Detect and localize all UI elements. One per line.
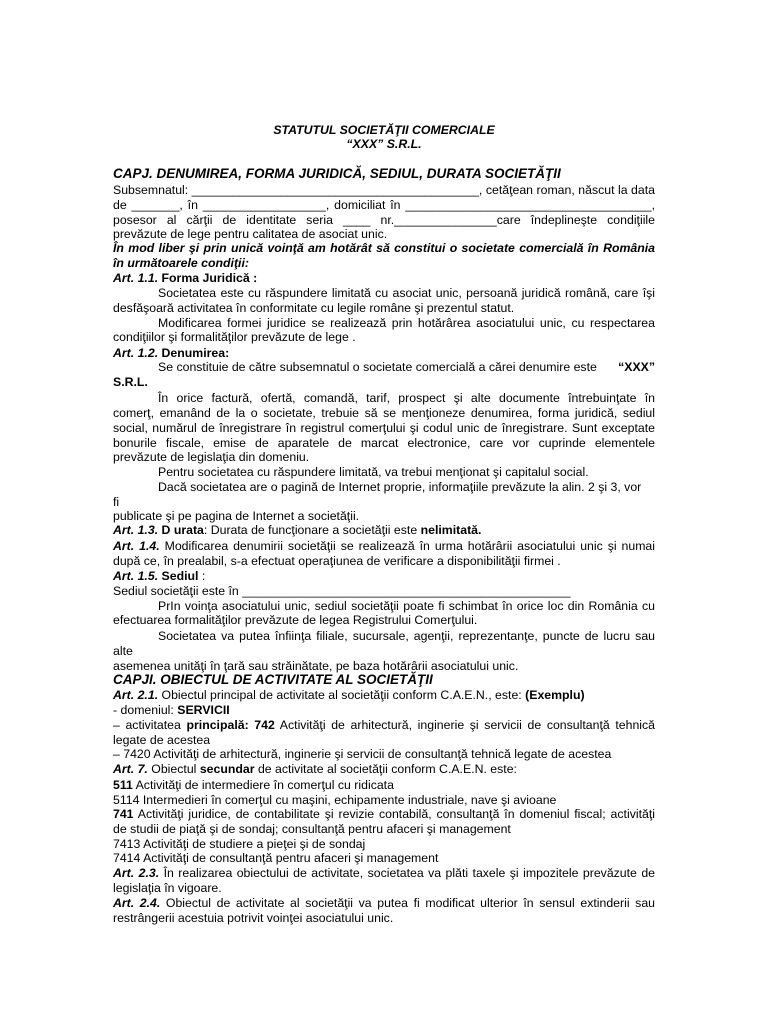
denomination-text: Se constituie de către subsemnatul o societate comercială a cărei denumire este [158, 360, 597, 374]
paragraph-line: prevăzute de legislaţia din domeniu. [113, 450, 310, 464]
intent-statement: în următoarele condiţii: [113, 256, 249, 270]
article-text: de activitate al societăţii conform C.A.E.N. este: [257, 762, 517, 776]
paragraph-line: legislaţia în vigoare. [113, 881, 222, 895]
paragraph-line: social, numărul de înregistrare în registrul comerţului şi codul unic de înregistrare. Sunt exceptate [113, 421, 655, 435]
article-number: Art. 1.3. [113, 523, 159, 537]
article-number: Art. 1.4. [113, 539, 160, 553]
domain-value: SERVICII [177, 703, 230, 717]
paragraph-line: Pentru societatea cu răspundere limitată, va trebui menţionat şi capitalul social. [158, 465, 589, 479]
paragraph-line: comerţ, emanând de la o societate, trebuie să se menţioneze denumirea, forma juridică, sediul [113, 406, 655, 420]
paragraph-line: publicate şi pe pagina de Internet a societăţii. [113, 509, 360, 523]
article-1-3-line [113, 523, 655, 538]
paragraph-line: PrIn voinţa asociatului unic, sediul societăţii poate fi schimbat în orice loc din România cu [158, 599, 655, 613]
activity-text: Activităţi juridice, de contabilitate şi revizie contabilă, consultanţă în domeniul fiscal; activităţi [137, 807, 655, 821]
paragraph-line: prevăzute de lege pentru calitatea de asociat unic. [113, 227, 388, 241]
article-1-2-heading [113, 346, 655, 361]
paragraph-line: Subsemnatul: __________________________________________, cetăţean roman, născut la data [113, 183, 655, 197]
paragraph-line: Dacă societatea are o pagină de Internet proprie, informaţiile prevăzute la alin. 2 şi 3, vor [158, 480, 642, 494]
article-title: D urata [161, 523, 204, 537]
paragraph-line: asemenea unităţi în ţară sau străinătate, pe baza hotărârii asociatului unic. [113, 659, 519, 673]
paragraph-line: fi [113, 495, 120, 509]
activity-7420-line: – 7420 Activităţi de arhitectură, inginerie şi servicii de consultanţă tehnică legate de acestea [113, 747, 612, 761]
article-number: Art. 1.2. [113, 346, 159, 360]
secondary-label: secundar [199, 762, 255, 776]
paragraph-line: după ce, în prealabil, s-a efectuat operaţiunea de verificare a disponibilităţii firmei . [113, 554, 561, 568]
company-form: S.R.L. [113, 375, 148, 389]
paragraph-line: Modificarea formei juridice se realizează prin hotărârea asociatului unic, cu respectarea [158, 316, 655, 330]
colon: : [198, 569, 206, 583]
document-title: STATUTUL SOCIETĂŢII COMERCIALE [273, 123, 495, 137]
activity-7414-line: 7414 Activităţi de consultanţă pentru afaceri şi management [113, 851, 439, 865]
article-2-4-line [113, 896, 655, 911]
domain-label: - domeniul: [113, 703, 174, 717]
domain-line [113, 703, 655, 718]
paragraph-line: bonurile fiscale, emise de aparatele de marcat electronice, care vor cuprinde elementele [113, 436, 655, 450]
article-text: În realizarea obiectului de activitate, societatea va plăti taxele şi impozitele prevăzute de [163, 866, 656, 880]
article-title: Denumirea: [161, 346, 230, 360]
article-1-1-heading [113, 271, 655, 286]
article-text: Obiectul de activitate al societăţii va putea fi modificat ulterior în sensul extinderii sau [165, 896, 655, 910]
activity-prefix: – activitatea [113, 718, 181, 732]
duration-value: nelimitată. [420, 523, 482, 537]
activity-code: 511 [113, 778, 133, 792]
activity-511-line [113, 778, 655, 793]
article-2-3-line [113, 866, 655, 881]
activity-741-line [113, 807, 655, 822]
article-text: : Durata de funcţionare a societăţii este [203, 523, 418, 537]
paragraph-line: desfăşoară activitatea în conformitate cu legile române şi prezentul statut. [113, 301, 515, 315]
article-text: Obiectul principal de activitate al societăţii conform C.A.E.N., este: [161, 688, 522, 702]
activity-5114-line: 5114 Intermedieri în comerţul cu maşini, echipamente industriale, nave şi avioane [113, 793, 557, 807]
article-number: Art. 2.4. [113, 896, 161, 910]
example-label: (Exemplu) [525, 688, 585, 702]
article-number: Art. 1.1. [113, 271, 159, 285]
article-7-line [113, 762, 655, 777]
article-number: Art. 2.3. [113, 866, 160, 880]
main-activity-line [113, 718, 655, 733]
paragraph-line: efectuarea formalităţilor prevăzute de legea Registrului Comerţului. [113, 613, 478, 627]
paragraph-line: posesor al cărţii de identitate seria ____ nr._______________care îndeplineşte condiţiile [113, 213, 655, 227]
article-1-5-heading [113, 569, 655, 584]
activity-text: Activităţi de arhitectură, inginerie şi servicii de consultanţă tehnică [279, 718, 656, 732]
paragraph-line: de studii de piaţă şi de sondaj; consultanţă pentru afaceri şi management [113, 822, 511, 836]
chapter-2-heading: CAPJI. OBIECTUL DE ACTIVITATE AL SOCIETĂŢII [113, 672, 433, 687]
paragraph-line: Societatea este cu răspundere limitată cu asociat unic, persoană juridică română, care îşi [158, 286, 655, 300]
activity-7413-line: 7413 Activităţi de studiere a pieţei şi de sondaj [113, 837, 366, 851]
paragraph-line: de _______, în __________________, domiciliat în ____________________________________, [113, 198, 655, 212]
paragraph-line: restrângerii acestuia potrivit voinţei asociatului unic. [113, 911, 394, 925]
article-1-4-line [113, 539, 655, 554]
paragraph-line: legate de acestea [113, 733, 211, 747]
paragraph-line: alte [113, 644, 133, 658]
paragraph-line: În orice factură, ofertă, comandă, tarif, prospect şi alte documente întrebuinţate în [158, 391, 655, 405]
company-placeholder-name: “XXX” [618, 360, 655, 374]
activity-text: Activităţi de intermediere în comerţul cu ridicata [135, 778, 394, 792]
activity-code: principală: 742 [186, 718, 275, 732]
article-2-1-line [113, 688, 655, 703]
article-number: Art. 7. [113, 762, 148, 776]
article-text: Modificarea denumirii societăţii se realizează în urma hotărârii asociatului unic şi numai [164, 539, 656, 553]
article-title: Forma Juridică : [161, 271, 258, 285]
paragraph-line: condiţiilor şi formalităţilor prevăzute de lege . [113, 330, 356, 344]
intent-statement: În mod liber şi prin unică voinţă am hotărât să constitui o societate comercială în România [113, 241, 655, 255]
paragraph-line [113, 360, 655, 375]
activity-code: 741 [113, 807, 134, 821]
article-number: Art. 1.5. [113, 569, 159, 583]
company-name-title: “XXX” S.R.L. [346, 137, 422, 151]
chapter-1-heading: CAPJ. DENUMIREA, FORMA JURIDICĂ, SEDIUL, DURATA SOCIETĂŢII [113, 166, 561, 181]
paragraph-line: Societatea va putea înfiinţa filiale, sucursale, agenţii, reprezentanţe, puncte de lucru sau [158, 629, 655, 643]
article-text: Obiectul [151, 762, 197, 776]
article-title: Sediul [161, 569, 199, 583]
paragraph-line: Sediul societăţii este în ________________________________________________ [113, 584, 571, 598]
article-number: Art. 2.1. [113, 688, 159, 702]
